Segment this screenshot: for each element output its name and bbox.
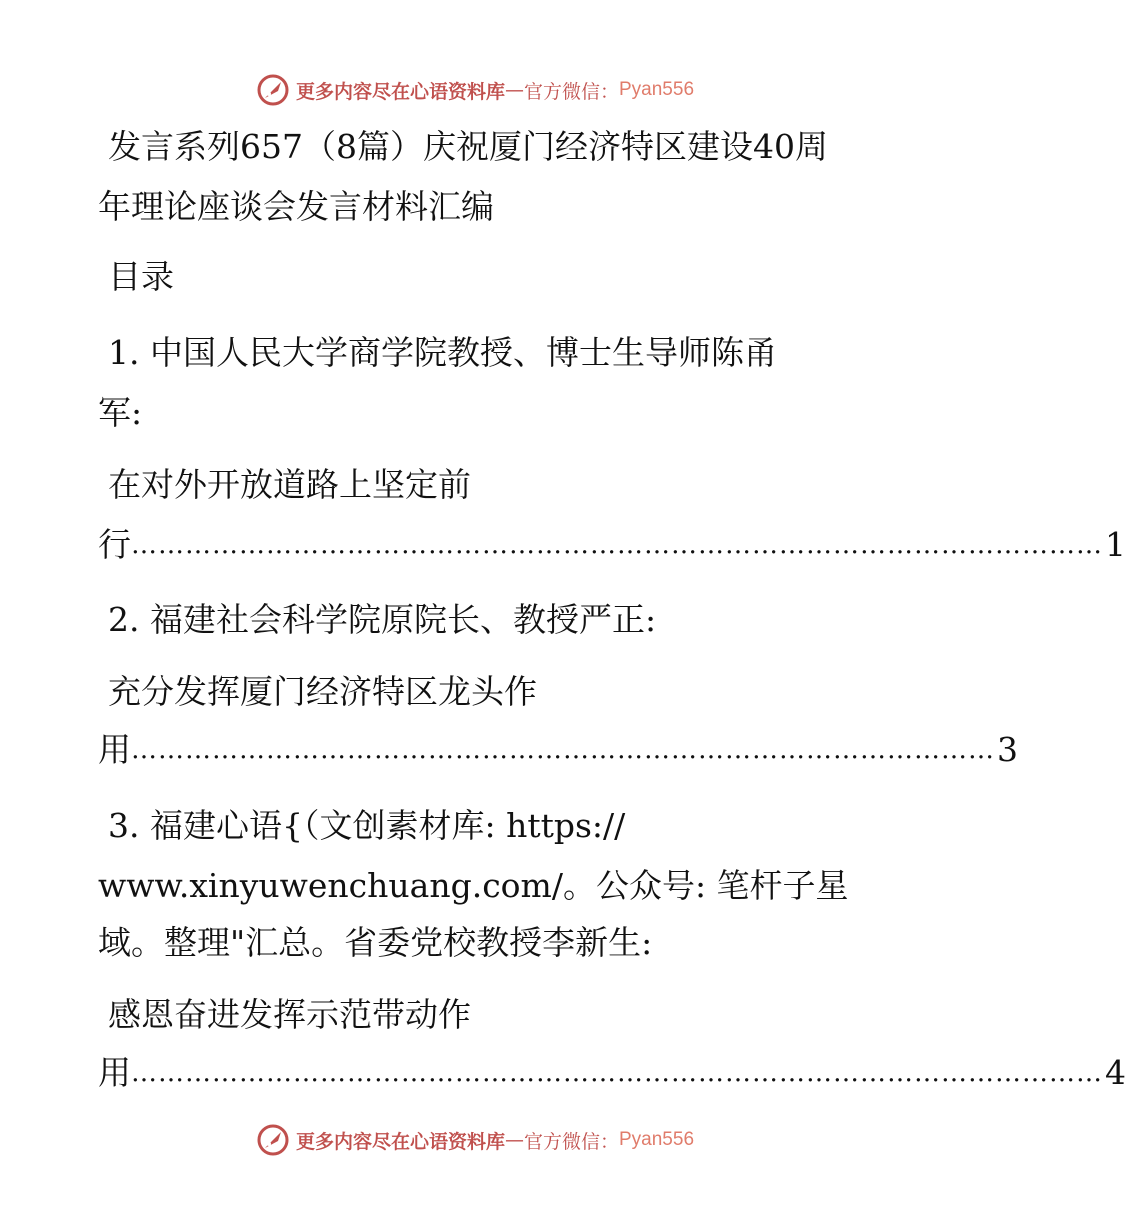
toc-entry-2-speaker-line-1: 2. 福建社会科学院原院长、教授严正: [108, 600, 657, 639]
toc-entry-3-leader[interactable] [98, 1053, 1126, 1093]
quill-logo-icon [256, 1123, 290, 1157]
toc-entry-3-topic-end: 用 [98, 1053, 131, 1092]
toc-entry-3-speaker-line-3: 域。整理"汇总。省委党校教授李新生: [98, 923, 653, 962]
toc-entry-1-dots: ……………………………………………………………………………………………… [131, 530, 1103, 560]
banner-brand: 更多内容尽在心语资料库 [295, 80, 505, 103]
footer-banner-dash: — [504, 1129, 524, 1151]
banner-dash: — [504, 79, 524, 101]
document-title-line-2: 年理论座谈会发言材料汇编 [98, 187, 494, 226]
toc-entry-3-speaker-line-1: 3. 福建心语{（文创素材库: https:// [108, 806, 626, 845]
footer-banner-brand: 更多内容尽在心语资料库 [295, 1130, 505, 1153]
document-title-line-1: 发言系列657（8篇）庆祝厦门经济特区建设40周 [108, 127, 828, 166]
toc-heading: 目录 [108, 257, 174, 296]
toc-entry-2-dots: …………………………………………………………………………………… [131, 735, 995, 765]
toc-entry-3-dots: ……………………………………………………………………………………………… [131, 1058, 1103, 1088]
toc-entry-1-speaker-line-2: 军: [98, 393, 143, 432]
toc-entry-1-leader[interactable] [98, 525, 1126, 565]
quill-logo-icon [256, 73, 290, 107]
toc-entry-2-leader[interactable] [98, 730, 1018, 770]
footer-banner [0, 1120, 950, 1160]
toc-entry-3-page-number: 4 [1105, 1053, 1126, 1092]
footer-banner-wechat-label: 官方微信： [523, 1130, 619, 1153]
header-banner [0, 70, 950, 110]
toc-entry-1-topic-end: 行 [98, 525, 131, 564]
toc-entry-2-topic: 充分发挥厦门经济特区龙头作 [108, 672, 537, 711]
banner-wechat-id: Pyan556 [619, 79, 695, 100]
toc-entry-1-speaker-line-1: 1. 中国人民大学商学院教授、博士生导师陈甬 [108, 333, 777, 372]
banner-wechat-label: 官方微信： [523, 80, 619, 103]
toc-entry-3-topic: 感恩奋进发挥示范带动作 [108, 995, 471, 1034]
toc-entry-1-page-number: 1 [1105, 525, 1126, 564]
toc-entry-2-topic-end: 用 [98, 730, 131, 769]
footer-banner-wechat-id: Pyan556 [619, 1129, 695, 1150]
toc-entry-3-speaker-line-2: www.xinyuwenchuang.com/。公众号: 笔杆子星 [98, 866, 849, 905]
toc-entry-1-topic: 在对外开放道路上坚定前 [108, 465, 471, 504]
toc-entry-2-page-number: 3 [997, 730, 1018, 769]
